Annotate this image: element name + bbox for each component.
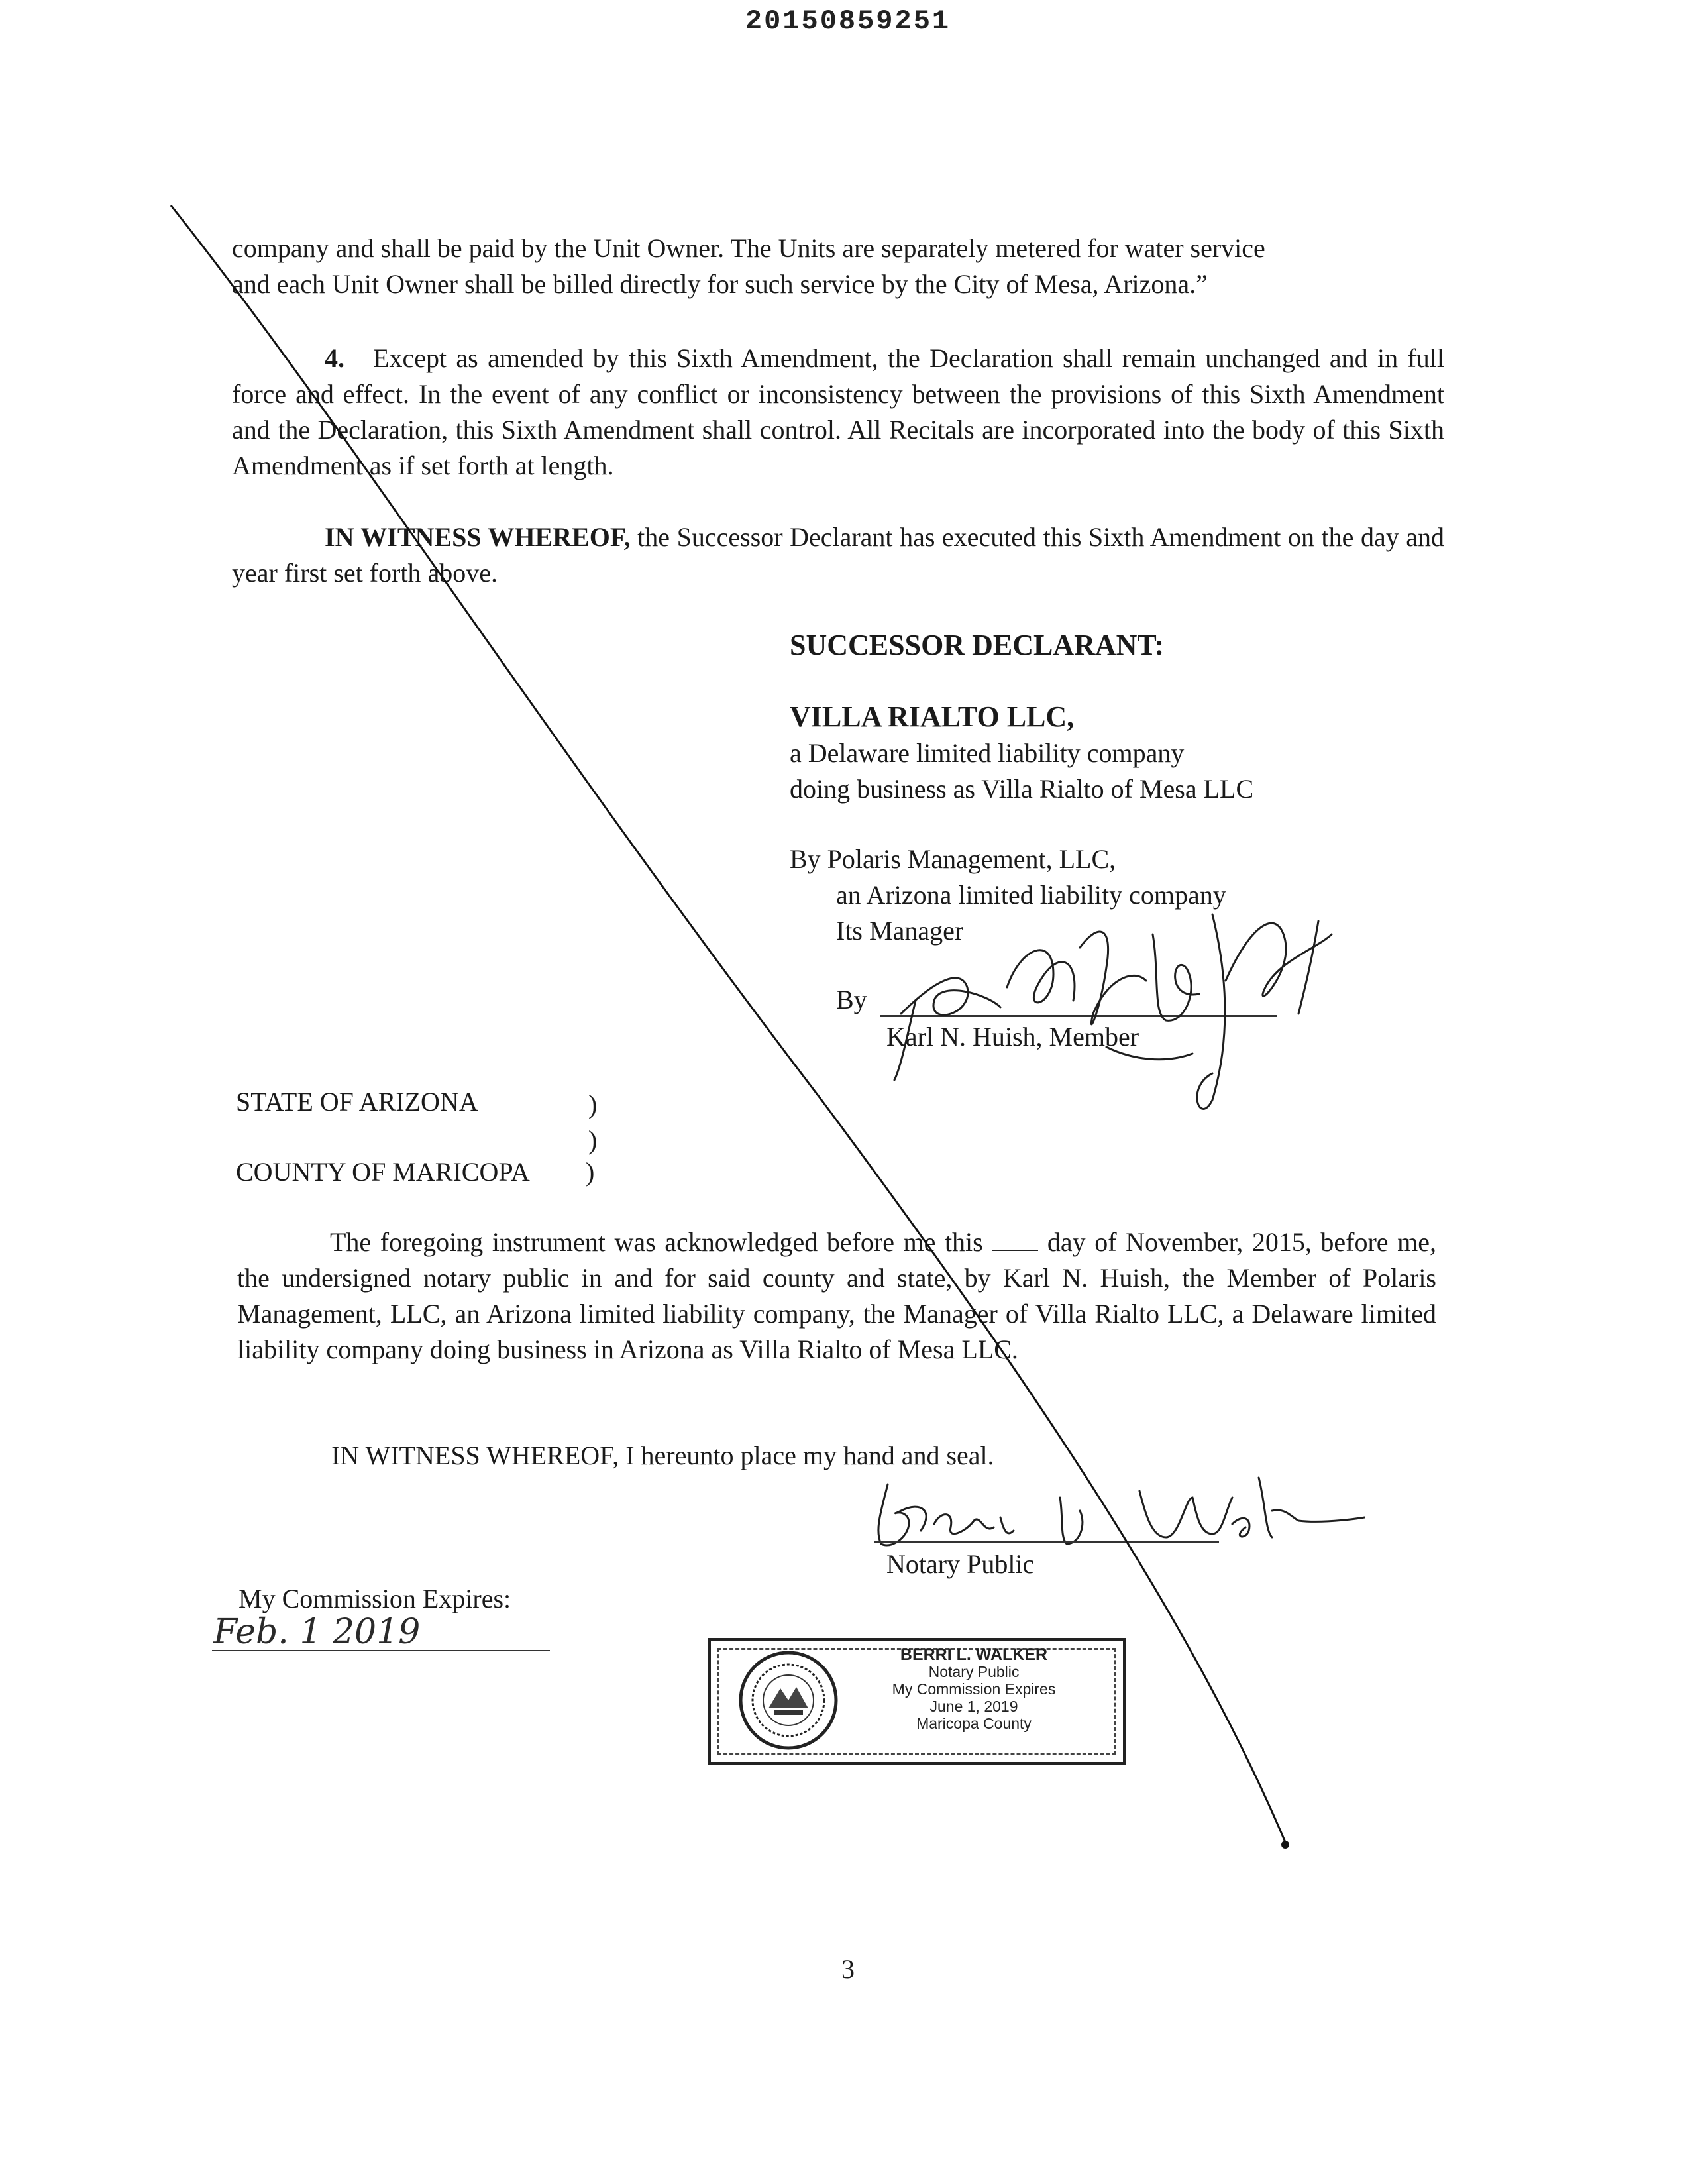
company-description-1: a Delaware limited liability company [790, 738, 1185, 768]
section-number: 4. [325, 343, 344, 373]
paragraph-section-4 [232, 341, 1444, 484]
notary-witness-line: IN WITNESS WHEREOF, I hereunto place my hand and seal. [331, 1441, 994, 1470]
section-4-text: Except as amended by this Sixth Amendment, the Declaration shall remain unchanged and in full force and effect. In the event of any conflict or inconsistency between the provisions of this Sixth Amendment and the Declaration, this Sixth Amendment shall control. All Recitals are incorporated into the body of this Sixth Amendment as if set forth at length. [232, 343, 1445, 480]
by-label: By [836, 985, 867, 1014]
recording-number: 20150859251 [745, 5, 951, 37]
notary-stamp-text [868, 1646, 1080, 1732]
stamp-notary-name: BERRI L. WALKER [900, 1645, 1048, 1664]
stamp-expires-label: My Commission Expires [892, 1680, 1056, 1698]
notary-public-label: Notary Public [886, 1549, 1035, 1579]
signer-name: Karl N. Huish, Member [886, 1022, 1140, 1052]
by-polaris-line: By Polaris Management, LLC, [790, 844, 1116, 874]
company-name: VILLA RIALTO LLC, [790, 700, 1075, 733]
ack-text-after-blank: day of November, 2015, before me, the undersigned notary public in and for said county and state, by Karl N. Huish, the Member of Polaris Management, LLC, an Arizona limited liability company, the Manager of Villa Rialto LLC, a Delaware limited liability company doing business in Arizona as Villa Rialto of Mesa LLC. [237, 1227, 1436, 1364]
commission-line [212, 1650, 550, 1651]
successor-declarant-heading: SUCCESSOR DECLARANT: [790, 629, 1165, 661]
paren-1: ) [588, 1089, 598, 1119]
paren-3: ) [586, 1157, 595, 1187]
manager-role: Its Manager [836, 916, 964, 946]
page-number: 3 [841, 1954, 855, 1984]
paragraph-1-line-2: and each Unit Owner shall be billed directly for such service by the City of Mesa, Arizona.” [232, 269, 1208, 299]
arizona-seal-icon [735, 1647, 841, 1753]
witness-text: the Successor Declarant has executed this Sixth Amendment on the day and year first set forth above. [232, 522, 1444, 588]
day-blank [992, 1230, 1038, 1251]
notary-signature-line [874, 1541, 1219, 1543]
state-label: STATE OF ARIZONA [236, 1087, 478, 1117]
member-signature [855, 881, 1358, 1126]
manager-description: an Arizona limited liability company [836, 880, 1226, 910]
county-label: COUNTY OF MARICOPA [236, 1157, 530, 1187]
witness-lead: IN WITNESS WHEREOF, [325, 522, 631, 552]
paren-2: ) [588, 1125, 598, 1155]
commission-expiry-handwritten: Feb. 1 2019 [213, 1612, 421, 1652]
stamp-county: Maricopa County [916, 1715, 1032, 1732]
acknowledgment-paragraph [237, 1225, 1436, 1368]
notary-signature [861, 1471, 1365, 1557]
company-description-2: doing business as Villa Rialto of Mesa LLC [790, 774, 1254, 804]
commission-expires-label: My Commission Expires: [238, 1584, 511, 1613]
stamp-expires-date: June 1, 2019 [929, 1698, 1018, 1715]
paragraph-witness [232, 519, 1444, 591]
ack-text-before-blank: The foregoing instrument was acknowledged before me this [330, 1227, 983, 1257]
stamp-title: Notary Public [928, 1663, 1020, 1680]
paragraph-1-line-1: company and shall be paid by the Unit Owner. The Units are separately metered for water service [232, 233, 1265, 263]
